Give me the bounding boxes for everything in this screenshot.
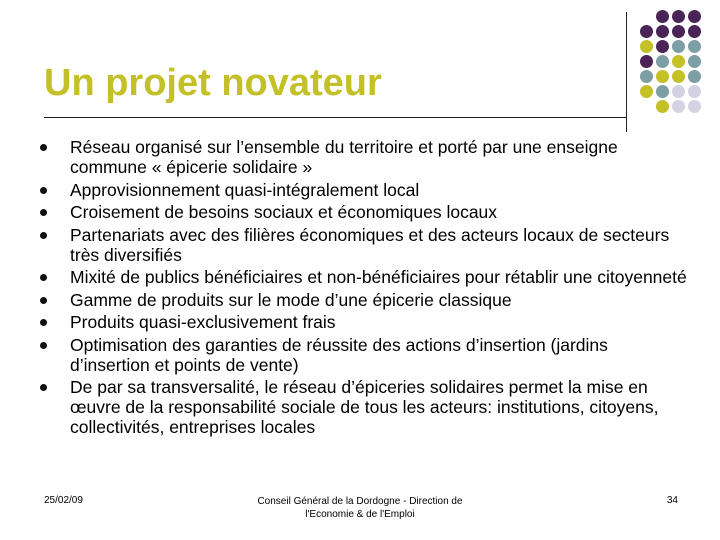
bullet-text: Produits quasi-exclusivement frais (70, 312, 336, 332)
decorative-dot (656, 25, 669, 38)
decorative-dot (672, 85, 685, 98)
bullet-icon (40, 209, 47, 216)
bullet-icon (40, 297, 47, 304)
bullet-list (40, 137, 690, 440)
list-item (40, 267, 690, 287)
decorative-dot (656, 100, 669, 113)
decorative-dot-grid (640, 10, 701, 113)
decorative-dot (672, 100, 685, 113)
bullet-text: Approvisionnement quasi-intégralement local (70, 179, 420, 200)
bullet-icon (40, 144, 47, 151)
decorative-dot (688, 85, 701, 98)
bullet-text: De par sa transversalité, le réseau d’épiceries solidaires permet la mise en œuvre de la responsabilité sociale de tous les acteurs: institutions, citoyens, collectivités, entreprises locales (70, 377, 659, 437)
decorative-dot (688, 40, 701, 53)
bullet-text: Réseau organisé sur l’ensemble du territoire et porté par une enseigne commune « épicerie solidaire » (70, 137, 618, 177)
list-item (40, 202, 690, 222)
bullet-icon (40, 187, 47, 194)
decorative-dot-gap (640, 100, 653, 113)
footer-date: 25/02/09 (44, 495, 83, 506)
list-item (40, 312, 690, 332)
list-item (40, 290, 690, 310)
decorative-dot-gap (640, 10, 653, 23)
decorative-dot (688, 100, 701, 113)
slide-title: Un projet novateur (44, 62, 382, 104)
decorative-dot (672, 70, 685, 83)
bullet-icon (40, 274, 47, 281)
bullet-icon (40, 342, 47, 349)
bullet-text: Optimisation des garanties de réussite des actions d’insertion (jardins d’insertion et points de vente) (70, 334, 608, 375)
bullet-icon (40, 384, 47, 391)
list-item (40, 377, 690, 437)
decorative-dot (672, 40, 685, 53)
decorative-dot (688, 10, 701, 23)
decorative-dot (672, 55, 685, 68)
footer-organization-line2: l'Economie & de l'Emploi (305, 509, 415, 520)
bullet-text: Partenariats avec des filières économiques et des acteurs locaux de secteurs très diversifiés (70, 224, 670, 265)
bullet-text: Gamme de produits sur le mode d’une épicerie classique (70, 289, 512, 310)
decorative-dot (656, 40, 669, 53)
list-item (40, 335, 690, 375)
title-divider-horizontal (44, 117, 626, 118)
bullet-icon (40, 232, 47, 239)
footer-page-number: 34 (666, 495, 678, 506)
list-item (40, 225, 690, 265)
decorative-dot (656, 70, 669, 83)
decorative-dot (640, 40, 653, 53)
decorative-dot (672, 25, 685, 38)
footer-organization (240, 495, 480, 521)
list-item (40, 137, 690, 177)
decorative-dot (688, 55, 701, 68)
decorative-dot (688, 25, 701, 38)
title-divider-vertical (626, 12, 627, 132)
decorative-dot (656, 55, 669, 68)
decorative-dot (672, 10, 685, 23)
list-item (40, 180, 690, 200)
bullet-text: Mixité de publics bénéficiaires et non-bénéficiaires pour rétablir une citoyenneté (70, 267, 687, 287)
bullet-icon (40, 319, 47, 326)
bullet-text: Croisement de besoins sociaux et économiques locaux (70, 202, 498, 222)
decorative-dot (640, 55, 653, 68)
decorative-dot (640, 25, 653, 38)
footer-organization-line1: Conseil Général de la Dordogne - Direction de (257, 496, 463, 507)
decorative-dot (640, 70, 653, 83)
decorative-dot (656, 85, 669, 98)
decorative-dot (656, 10, 669, 23)
decorative-dot (688, 70, 701, 83)
decorative-dot (640, 85, 653, 98)
